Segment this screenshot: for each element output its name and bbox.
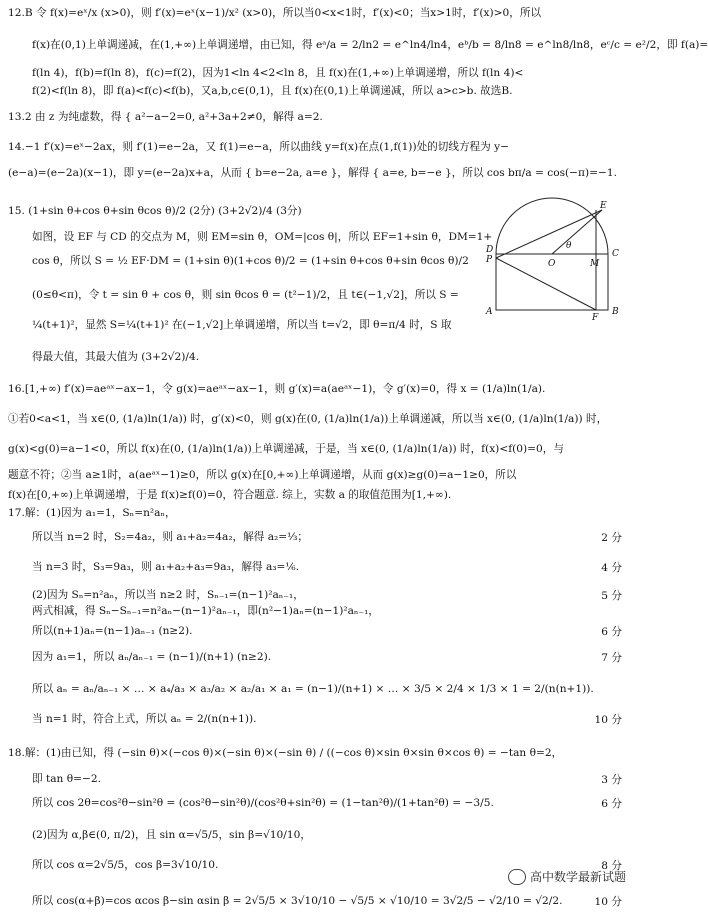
semicircle-arc [496,198,608,254]
watermark [508,868,626,885]
q17-line-6: 所以(n+1)aₙ=(n−1)aₙ₋₁ (n≥2). [32,625,193,637]
q15-line-3: (0≤θ<π)，令 t = sin θ + cos θ，则 sin θcos θ = (t²−1)/2，且 t∈(−1,√2]，所以 S = [32,289,459,301]
label-e: E [600,201,607,211]
score-2: 2 分 [601,532,622,544]
q12-line-3: f(ln 4)，f(b)=f(ln 8)，f(c)=f(2)，因为1<ln 4<2<ln 8，且 f(x)在(1,+∞)上单调递增，所以 f(ln 4)< [32,67,524,79]
q17-line-4: (2)因为 Sₙ=n²aₙ，所以当 n≥2 时，Sₙ₋₁=(n−1)²aₙ₋₁， [32,589,304,601]
q16-line-3: g(x)<g(0)=a−1<0，所以 f(x)在(0, (1/a)ln(1/a))上单调递减，于是，当 x∈(0, (1/a)ln(1/a)) 时，f(x)<f(0)=0，与 [8,443,564,455]
label-theta: θ [566,241,572,251]
q17-line-7: 因为 a₁=1，所以 aₙ/aₙ₋₁ = (n−1)/(n+1) (n≥2). [32,651,272,663]
q17-line-9: 当 n=1 时，符合上式，所以 aₙ = 2/(n(n+1)). [32,713,257,725]
segment-pf [496,258,596,310]
score-8: 8 分 [601,860,622,872]
label-p: P [486,255,493,265]
q18-line-2: 即 tan θ=−2. [32,773,101,785]
segment-pe [496,210,602,258]
q16-line-1: 16.[1,+∞) f′(x)=aeᵃˣ−ax−1，令 g(x)=aeᵃˣ−ax−1，则 g′(x)=a(aeᵃˣ−1)，令 g′(x)=0，得 x = (1/a)ln(1/a). [8,383,546,395]
q18-line-4: (2)因为 α,β∈(0, π/2)，且 sin α=√5/5，sin β=√10/10， [32,829,311,841]
q16-line-2: ①若0<a<1，当 x∈(0, (1/a)ln(1/a)) 时，g′(x)<0，则 g(x)在(0, (1/a)ln(1/a))上单调递减，所以当 x∈(0, (1/a)ln(1/a)) 时， [8,413,608,425]
q15-answer: 15. (1+sin θ+cos θ+sin θcos θ)/2 (2分) (3+2√2)/4 (3分) [8,205,302,217]
score-10b: 10 分 [594,896,622,908]
q17-line-1: 17.解：(1)因为 a₁=1，Sₙ=n²aₙ， [8,507,176,519]
score-5: 5 分 [601,590,622,602]
score-3: 3 分 [601,774,622,786]
label-f: F [592,313,599,323]
q17-line-2: 所以当 n=2 时，S₂=4a₂，则 a₁+a₂=4a₂，解得 a₂=⅓； [32,531,309,543]
q12-line-1: 12.B 令 f(x)=eˣ/x (x>0)，则 f′(x)=eˣ(x−1)/x² (x>0)，所以当0<x<1时，f′(x)<0；当x>1时，f′(x)>0，所以 [8,7,542,19]
q15-line-4: ¼(t+1)²，显然 S=¼(t+1)² 在(−1,√2]上单调递增，所以当 t=√2，即 θ=π/4 时，S 取 [32,319,452,331]
q15-line-5: 得最大值，其最大值为 (3+2√2)/4. [32,351,200,363]
q14-line-1: 14.−1 f′(x)=eˣ−2ax，则 f′(1)=e−2a，又 f(1)=e−a，所以曲线 y=f(x)在点(1,f(1))处的切线方程为 y− [8,141,509,153]
q18-line-3: 所以 cos 2θ=cos²θ−sin²θ = (cos²θ−sin²θ)/(cos²θ+sin²θ) = (1−tan²θ)/(1+tan²θ) = −3/5. [32,797,494,809]
score-10a: 10 分 [594,714,622,726]
score-6: 6 分 [601,626,622,638]
q15-line-2: cos θ，所以 S = ½ EF·DM = (1+sin θ)(1+cos θ)/2 = (1+sin θ+cos θ+sin θcos θ)/2 [32,255,469,267]
watermark-text: 高中数学最新试题 [529,870,626,884]
label-m: M [590,259,600,269]
score-4: 4 分 [601,562,622,574]
score-6b: 6 分 [601,798,622,810]
q13-line: 13.2 由 z 为纯虚数，得 { a²−a−2=0, a²+3a+2≠0，解得 a=2. [8,111,323,123]
q15-line-1: 如图，设 EF 与 CD 的交点为 M，则 EM=sin θ，OM=|cos θ|，所以 EF=1+sin θ，DM=1+ [32,231,493,243]
score-7: 7 分 [601,652,622,664]
q16-line-5: f(x)在[0,+∞)上单调递增，于是 f(x)≥f(0)=0，符合题意. 综上，实数 a 的取值范围为[1,+∞). [8,489,452,501]
segment-oe [552,210,602,254]
label-b: B [612,307,619,317]
q12-line-4: f(2)<f(ln 8)，即 f(a)<f(c)<f(b)，又a,b,c∈(0,1)，且 f(x)在(0,1)上单调递减，所以 a>c>b. 故选B. [32,85,513,97]
q16-line-4: 题意不符；②当 a≥1时，a(aeᵃˣ−1)≥0，所以 g(x)在[0,+∞)上单调递增，从而 g(x)≥g(0)=a−1≥0，所以 [8,469,517,481]
q14-line-2: (e−a)=(e−2a)(x−1)，即 y=(e−2a)x+a，从而 { b=e−2a, a=e }，解得 { a=e, b=−e }，所以 cos bπ/a = cos(−π)=−1. [8,167,617,179]
q18-line-6: 所以 cos(α+β)=cos αcos β−sin αsin β = 2√5/5 × 3√10/10 − √5/5 × √10/10 = 3√2/5 − √2/10 = √2/2. [32,895,563,907]
label-d: D [486,245,494,255]
q18-line-5: 所以 cos α=2√5/5，cos β=3√10/10. [32,859,219,871]
semicircle-figure [484,196,624,322]
q12-line-2: f(x)在(0,1)上单调递减，在(1,+∞)上单调递增，由已知，得 eᵃ/a = 2/ln2 = e^ln4/ln4，eᵇ/b = 8/ln8 = e^ln8/ln8，eᶜ/c = e²/2，即 f(a)= [32,39,708,51]
q17-line-5: 两式相减，得 Sₙ−Sₙ₋₁=n²aₙ−(n−1)²aₙ₋₁，即(n²−1)aₙ=(n−1)²aₙ₋₁， [32,605,379,617]
label-a: A [486,307,493,317]
label-o: O [548,259,556,269]
wechat-icon [508,869,526,885]
label-c: C [612,249,619,259]
q17-line-3: 当 n=3 时，S₃=9a₃，则 a₁+a₂+a₃=9a₃，解得 a₃=⅙. [32,561,300,573]
q18-line-1: 18.解：(1)由已知，得 (−sin θ)×(−cos θ)×(−sin θ)×(−sin θ) / ((−cos θ)×sin θ×sin θ×cos θ) = −tan θ=2， [8,747,563,759]
q17-line-8: 所以 aₙ = aₙ/aₙ₋₁ × … × a₄/a₃ × a₃/a₂ × a₂/a₁ × a₁ = (n−1)/(n+1) × … × 3/5 × 2/4 × 1/3 × 1 = 2/(n(n+1)). [32,683,594,695]
